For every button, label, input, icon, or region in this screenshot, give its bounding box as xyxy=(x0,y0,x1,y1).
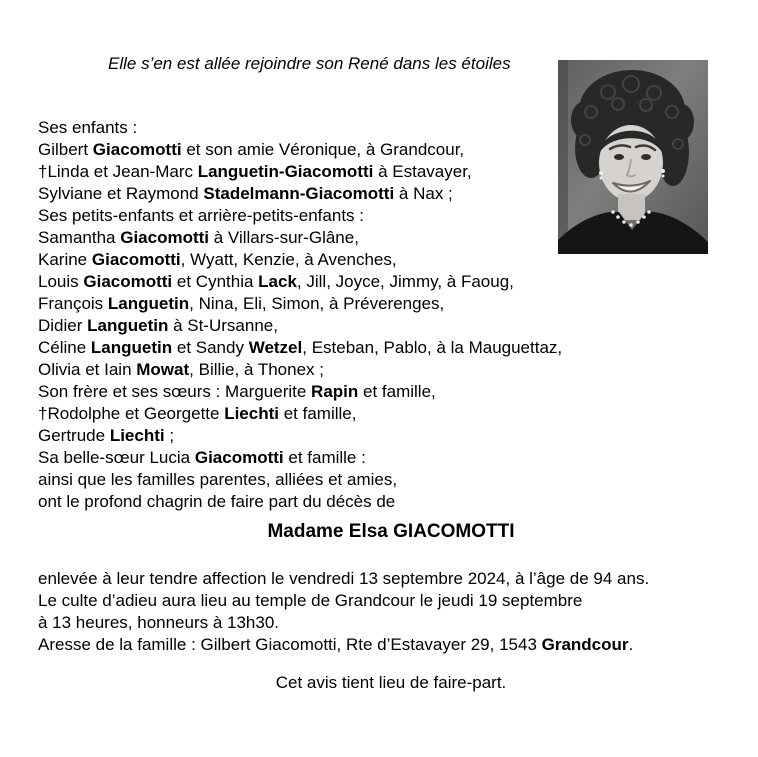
text-line: à 13 heures, honneurs à 13h30. xyxy=(38,613,280,632)
text-line: ont le profond chagrin de faire part du décès de xyxy=(38,492,396,511)
closing-line: Cet avis tient lieu de faire-part. xyxy=(275,673,507,692)
portrait-photo xyxy=(558,60,708,254)
deceased-name: Madame Elsa GIACOMOTTI xyxy=(267,521,515,542)
text-line: François Languetin, Nina, Eli, Simon, à Préverenges, xyxy=(38,294,445,313)
text-line: †Linda et Jean-Marc Languetin-Giacomotti à Estavayer, xyxy=(38,162,472,181)
portrait-illustration xyxy=(558,60,708,254)
text-line: Samantha Giacomotti à Villars-sur-Glâne, xyxy=(38,228,359,247)
text-line: Gilbert Giacomotti et son amie Véronique, à Grandcour, xyxy=(38,140,465,159)
text-line: Son frère et ses sœurs : Marguerite Rapin et famille, xyxy=(38,382,436,401)
text-line: Didier Languetin à St-Ursanne, xyxy=(38,316,278,335)
text-line: Ses enfants : xyxy=(38,118,138,137)
text-line: enlevée à leur tendre affection le vendredi 13 septembre 2024, à l’âge de 94 ans. xyxy=(38,569,650,588)
text-line: Aresse de la famille : Gilbert Giacomotti, Rte d’Estavayer 29, 1543 Grandcour. xyxy=(38,635,634,654)
text-line: Céline Languetin et Sandy Wetzel, Esteban, Pablo, à la Mauguettaz, xyxy=(38,338,563,357)
text-line: Louis Giacomotti et Cynthia Lack, Jill, Joyce, Jimmy, à Faoug, xyxy=(38,272,514,291)
text-line: Sylviane et Raymond Stadelmann-Giacomotti à Nax ; xyxy=(38,184,453,203)
text-line: Ses petits-enfants et arrière-petits-enfants : xyxy=(38,206,364,225)
epigraph-line: Elle s’en est allée rejoindre son René dans les étoiles xyxy=(108,54,511,73)
family-list xyxy=(38,117,562,513)
text-line: ainsi que les familles parentes, alliées et amies, xyxy=(38,470,398,489)
ceremony-details xyxy=(38,568,649,656)
text-line: Le culte d’adieu aura lieu au temple de Grandcour le jeudi 19 septembre xyxy=(38,591,583,610)
text-line: †Rodolphe et Georgette Liechti et famille, xyxy=(38,404,357,423)
text-line: Olivia et Iain Mowat, Billie, à Thonex ; xyxy=(38,360,324,379)
text-line: Gertrude Liechti ; xyxy=(38,426,175,445)
text-line: Karine Giacomotti, Wyatt, Kenzie, à Avenches, xyxy=(38,250,397,269)
text-line: Sa belle-sœur Lucia Giacomotti et famille : xyxy=(38,448,366,467)
